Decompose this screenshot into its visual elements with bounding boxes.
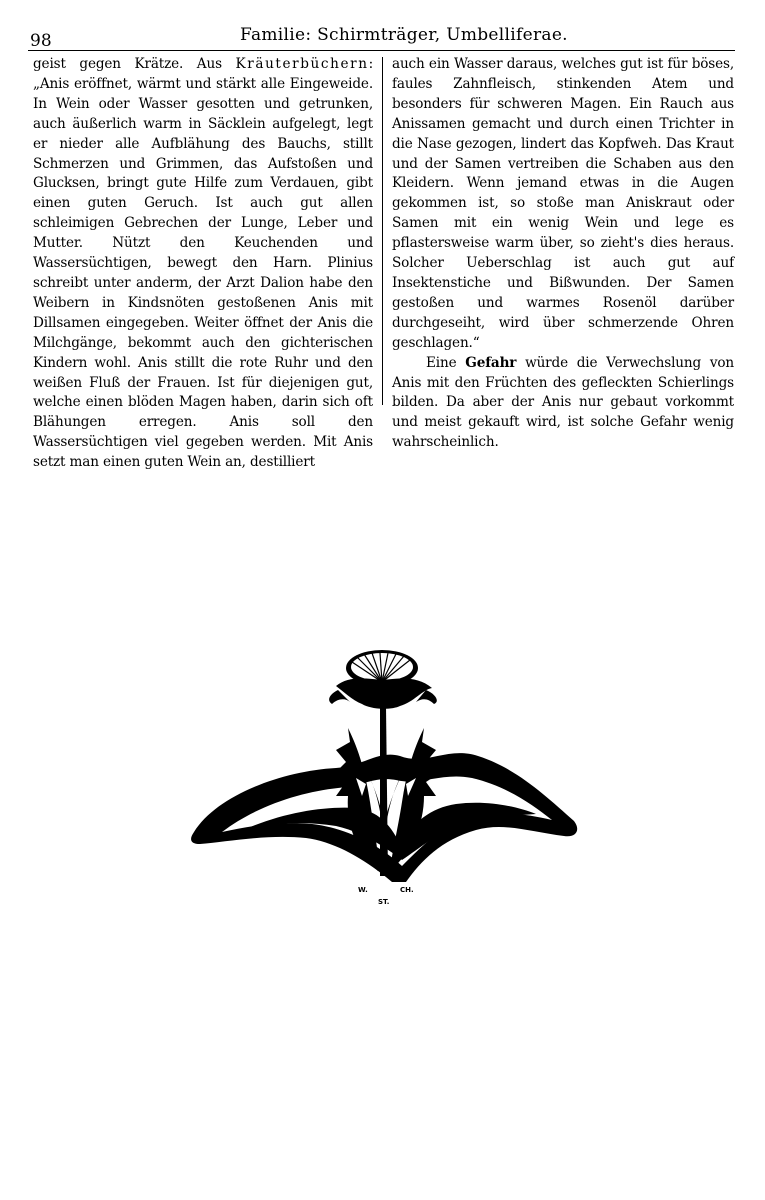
text-run: würde die Verwechslung von Anis mit den Früchten des gefleckten Schierlings bilden. Da aber der Anis nur gebaut vorkommt und meist gekauft wird, ist solche Gefahr wenig wahrscheinlich. bbox=[392, 354, 734, 451]
text-run: geist gegen Krätze. Aus bbox=[33, 56, 236, 72]
paragraph bbox=[392, 354, 734, 454]
left-column bbox=[33, 55, 373, 473]
stem bbox=[380, 706, 388, 876]
signature-right: CH. bbox=[400, 886, 414, 894]
bold-term: Gefahr bbox=[465, 354, 517, 371]
paragraph bbox=[33, 55, 373, 473]
text-run: Eine bbox=[426, 354, 466, 371]
header-rule bbox=[28, 50, 735, 51]
text-run: : „Anis eröffnet, wärmt und stärkt alle Eingeweide. In Wein oder Wasser gesotten und getrunken, auch äußerlich warm in Säcklein aufgelegt, legt er nieder alle Aufblähung des Bauchs, stillt Schmerzen und Grimmen, das Aufstoßen und Glucksen, bringt gute Hilfe zum Verdauen, gibt einen guten Geruch. Ist auch gut allen schleimigen Gebrechen der Lunge, Leber und Mutter. Nützt den Keuchenden und Wassersüchtigen, bewegt den Harn. Plinius schreibt unter anderm, der Arzt Dalion habe den Weibern in Kindsnöten gestoßenen Anis mit Dillsamen eingegeben. Weiter öffnet der Anis die Milchgänge, bekommt auch den gichterischen Kindern wohl. Anis stillt die rote Ruhr und den weißen Fluß der Frauen. Ist für diejenigen gut, welche einen blöden Magen haben, darin sich oft Blähungen erregen. Anis soll den Wassersüchtigen viel gegeben werden. Mit Anis setzt man einen guten Wein an, destilliert bbox=[33, 56, 373, 471]
column-rule bbox=[382, 57, 383, 405]
signature-center: ST. bbox=[378, 898, 390, 906]
flower-head bbox=[329, 650, 437, 709]
spaced-term: Kräuterbüchern bbox=[235, 56, 369, 72]
dandelion-ornament bbox=[186, 646, 584, 920]
running-head: Familie: Schirmträger, Umbelliferae. bbox=[240, 25, 568, 45]
page-number: 98 bbox=[30, 31, 52, 51]
paragraph: auch ein Wasser daraus, welches gut ist für böses, faules Zahnfleisch, stinkenden Atem und besonders für schweren Magen. Ein Rauch aus Anissamen gemacht und durch einen Trichter in die Nase gezogen, lindert das Kopfweh. Das Kraut und der Samen vertreiben die Schaben aus den Kleidern. Wenn jemand etwas in die Augen gekommen ist, so stoße man Aniskraut oder Samen mit ein wenig Wein und lege es pflastersweise warm über, so zieht's dies heraus. Solcher Ueberschlag ist auch gut auf Insektenstiche und Bißwunden. Der Samen gestoßen und warmes Rosenöl darüber durchgeseiht, wird über schmerzende Ohren geschlagen.“ bbox=[392, 56, 734, 351]
right-column bbox=[392, 55, 734, 453]
signature-left: W. bbox=[358, 886, 368, 894]
